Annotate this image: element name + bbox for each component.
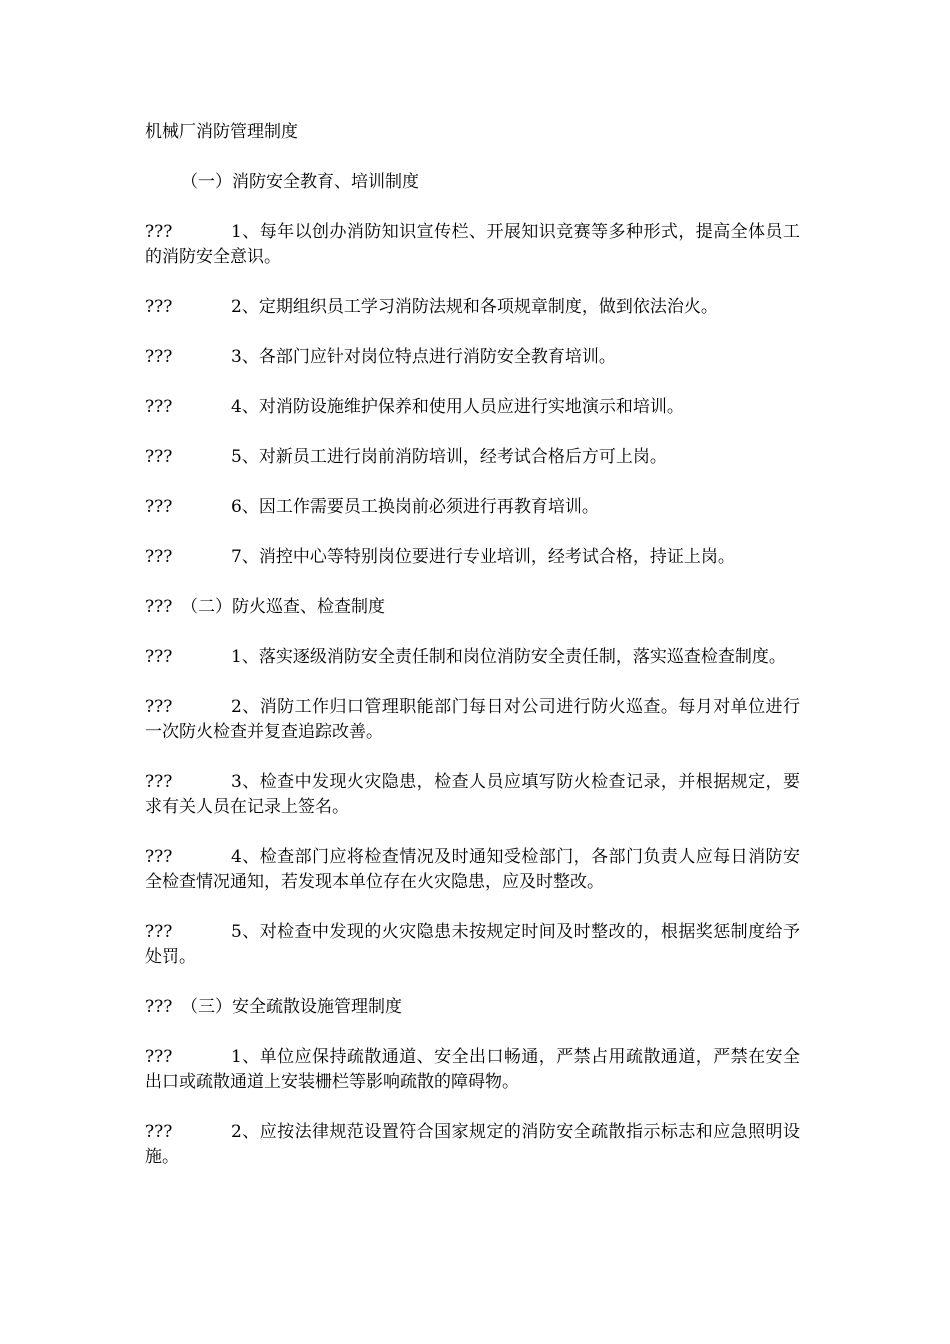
- item-text: 2、消防工作归口管理职能部门每日对公司进行防火巡查。每月对单位进行一次防火检查并复查追踪改善。: [145, 697, 800, 742]
- item-prefix: ???: [145, 222, 173, 242]
- item-prefix: ???: [145, 447, 173, 467]
- section-heading-2: [145, 595, 800, 620]
- item-text: 5、对新员工进行岗前消防培训，经考试合格后方可上岗。: [231, 447, 667, 467]
- document-title: 机械厂消防管理制度: [145, 122, 298, 142]
- item-text: 7、消控中心等特别岗位要进行专业培训，经考试合格，持证上岗。: [231, 547, 735, 567]
- item-prefix: ???: [145, 497, 173, 517]
- item-text: 3、各部门应针对岗位特点进行消防安全教育培训。: [231, 347, 616, 367]
- item-text: 4、对消防设施维护保养和使用人员应进行实地演示和培训。: [231, 397, 684, 417]
- item-prefix: ???: [145, 922, 173, 942]
- item-text: 3、检查中发现火灾隐患，检查人员应填写防火检查记录，并根据规定，要求有关人员在记录上签名。: [145, 772, 800, 817]
- section-heading-3-text: （三）安全疏散设施管理制度: [181, 997, 402, 1017]
- item-prefix: ???: [145, 997, 173, 1017]
- item-text: 1、落实逐级消防安全责任制和岗位消防安全责任制，落实巡查检查制度。: [231, 647, 786, 667]
- item-prefix: ???: [145, 397, 173, 417]
- item-prefix: ???: [145, 1047, 173, 1067]
- item-text: 4、检查部门应将检查情况及时通知受检部门，各部门负责人应每日消防安全检查情况通知，若发现本单位存在火灾隐患，应及时整改。: [145, 847, 800, 892]
- list-item: [145, 345, 800, 370]
- item-text: 1、每年以创办消防知识宣传栏、开展知识竞赛等多种形式，提高全体员工的消防安全意识。: [145, 222, 800, 267]
- document-page: [145, 120, 800, 1170]
- list-item: [145, 445, 800, 470]
- list-item: [145, 645, 800, 670]
- item-text: 6、因工作需要员工换岗前必须进行再教育培训。: [231, 497, 599, 517]
- item-prefix: ???: [145, 347, 173, 367]
- list-item: [145, 920, 800, 970]
- item-prefix: ???: [145, 547, 173, 567]
- list-item: [145, 695, 800, 745]
- item-prefix: ???: [145, 597, 173, 617]
- item-text: 2、应按法律规范设置符合国家规定的消防安全疏散指示标志和应急照明设施。: [145, 1122, 800, 1167]
- section-heading-3: [145, 995, 800, 1020]
- list-item: [145, 220, 800, 270]
- list-item: [145, 770, 800, 820]
- item-text: 2、定期组织员工学习消防法规和各项规章制度，做到依法治火。: [231, 297, 718, 317]
- list-item: [145, 1120, 800, 1170]
- section-heading-1-text: （一）消防安全教育、培训制度: [181, 172, 419, 192]
- section-heading-2-text: （二）防火巡查、检查制度: [181, 597, 385, 617]
- list-item: [145, 395, 800, 420]
- list-item: [145, 295, 800, 320]
- item-prefix: ???: [145, 1122, 173, 1142]
- list-item: [145, 845, 800, 895]
- item-text: 5、对检查中发现的火灾隐患未按规定时间及时整改的，根据奖惩制度给予处罚。: [145, 922, 800, 967]
- item-prefix: ???: [145, 847, 173, 867]
- list-item: [145, 1045, 800, 1095]
- item-prefix: ???: [145, 772, 173, 792]
- item-prefix: ???: [145, 697, 173, 717]
- item-prefix: ???: [145, 647, 173, 667]
- section-heading-1: [145, 170, 800, 195]
- list-item: [145, 495, 800, 520]
- list-item: [145, 545, 800, 570]
- item-text: 1、单位应保持疏散通道、安全出口畅通，严禁占用疏散通道，严禁在安全出口或疏散通道上安装栅栏等影响疏散的障碍物。: [145, 1047, 800, 1092]
- item-prefix: ???: [145, 297, 173, 317]
